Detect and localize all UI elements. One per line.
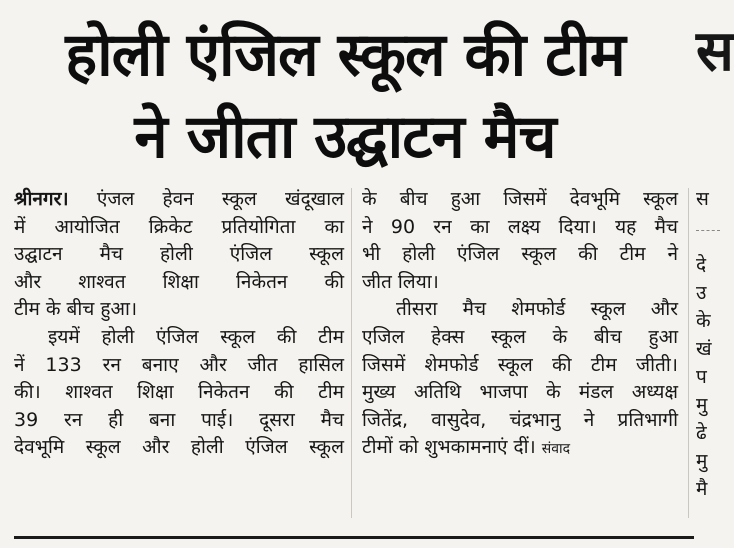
- article-line: तीसरा मैच शेमफोर्ड स्कूल और: [396, 298, 678, 321]
- credit-byline: संवाद: [541, 441, 571, 458]
- neighbor-text-fragment: उ: [696, 282, 707, 304]
- article-line: जीत लिया।: [362, 270, 439, 293]
- neighbor-text-fragment: दे: [696, 254, 707, 276]
- article-text: टीमों को शुभकामनाएं दीं।: [362, 436, 536, 459]
- article-line: जिसमें शेमफोर्ड स्कूल की टीम जीती।: [362, 353, 678, 376]
- column-divider: [351, 188, 352, 518]
- article-line: भी होली एंजिल स्कूल की टीम ने: [362, 243, 678, 266]
- article-column-1: [14, 186, 344, 462]
- article-line: [14, 186, 344, 214]
- column-divider: [688, 188, 689, 518]
- neighbor-text-fragment: के: [696, 310, 711, 332]
- neighbor-text-fragment: स: [696, 188, 709, 210]
- headline-line-2: ने जीता उद्घाटन मैच: [134, 102, 556, 172]
- article-line: एजिल हेक्स स्कूल के बीच हुआ: [362, 325, 678, 348]
- article-line: टीम के बीच हुआ।: [14, 298, 138, 321]
- bottom-rule: [14, 536, 694, 539]
- neighbor-text-fragment: मु: [696, 394, 708, 416]
- neighbor-text-fragment: प: [696, 366, 707, 388]
- article-line: मुख्य अतिथि भाजपा के मंडल अध्यक्ष: [362, 381, 678, 404]
- article-line: की। शाश्वत शिक्षा निकेतन की टीम: [14, 381, 344, 404]
- neighbor-text-fragment: मु: [696, 450, 708, 472]
- dateline: श्रीनगर।: [14, 188, 69, 210]
- article-line: उद्घाटन मैच होली एंजिल स्कूल: [14, 243, 344, 266]
- article-text: एंजल हेवन स्कूल खंदूखाल: [68, 188, 344, 210]
- neighbor-dashed-rule: [696, 230, 720, 232]
- article-line: 39 रन ही बना पाई। दूसरा मैच: [14, 408, 344, 431]
- neighbor-headline-fragment: स: [696, 19, 734, 84]
- article-line: के बीच हुआ जिसमें देवभूमि स्कूल: [362, 188, 678, 210]
- neighbor-text-fragment: खं: [696, 338, 712, 360]
- article-line: ने 90 रन का लक्ष्य दिया। यह मैच: [362, 215, 678, 238]
- headline-line-1: होली एंजिल स्कूल की टीम: [65, 20, 625, 90]
- article-line: नें 133 रन बनाए और जीत हासिल: [14, 353, 344, 376]
- article-line: [362, 434, 678, 462]
- article-line: में आयोजित क्रिकेट प्रतियोगिता का: [14, 215, 344, 238]
- neighbor-text-fragment: मै: [696, 478, 708, 500]
- article-line: इयमें होली एंजिल स्कूल की टीम: [48, 325, 344, 348]
- article-column-2: [362, 186, 678, 462]
- article-line: और शाश्वत शिक्षा निकेतन की: [14, 270, 344, 293]
- article-line: देवभूमि स्कूल और होली एंजिल स्कूल: [14, 436, 344, 459]
- neighbor-text-fragment: ढे: [696, 422, 707, 444]
- article-line: जितेंद्र, वासुदेव, चंद्रभानु ने प्रतिभागी: [362, 408, 678, 431]
